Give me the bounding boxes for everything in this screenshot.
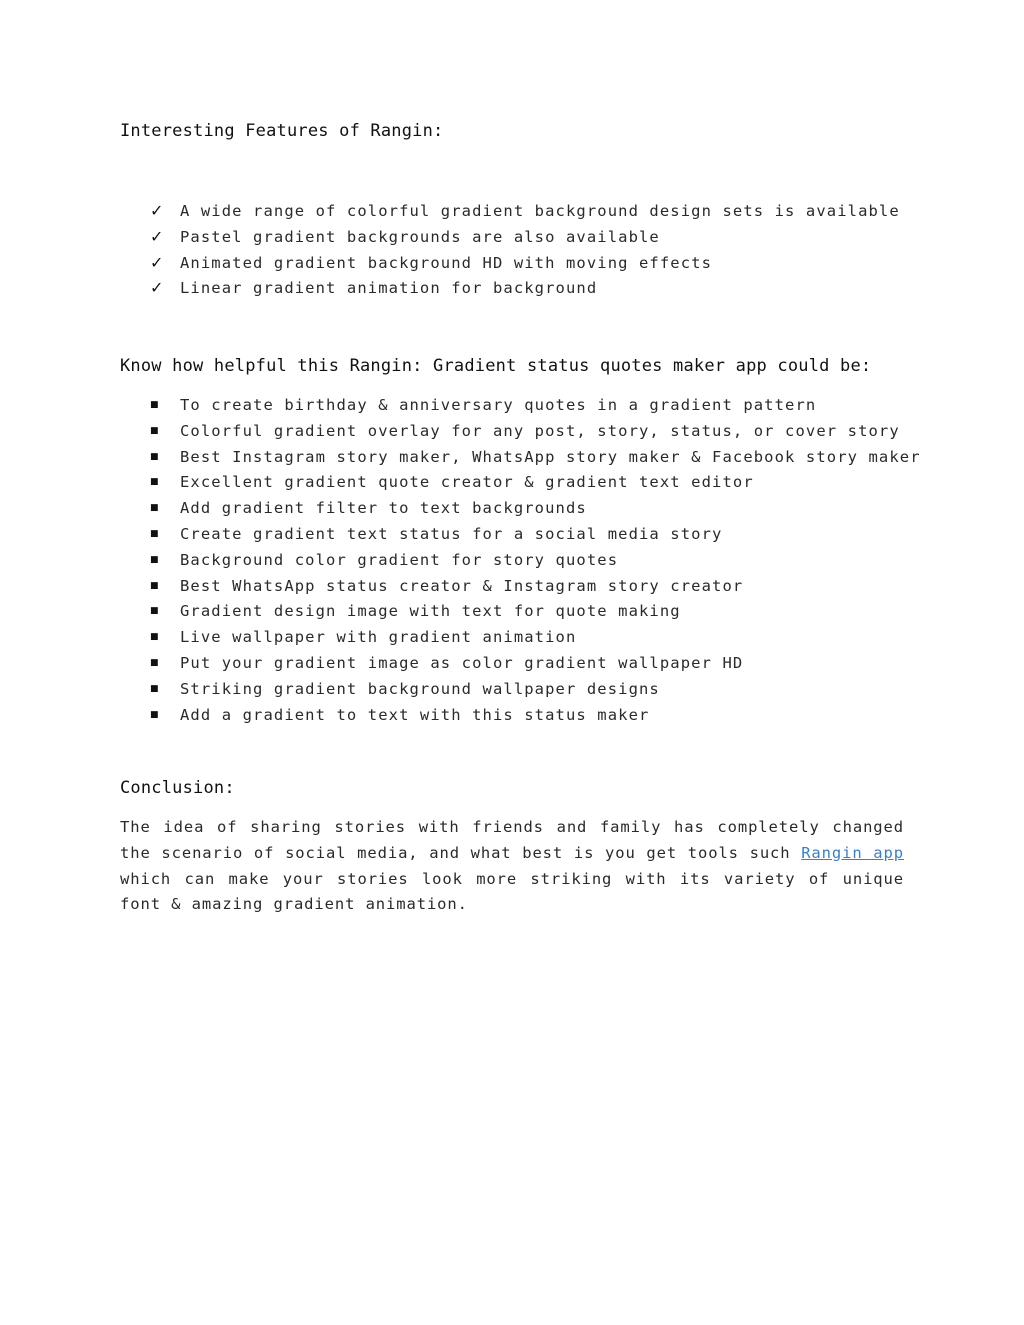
- list-item-text: Striking gradient background wallpaper designs: [180, 679, 660, 698]
- square-bullet-icon: ■: [150, 425, 160, 436]
- helpful-list: [150, 393, 921, 728]
- square-bullet-icon: ■: [150, 683, 160, 694]
- list-item-text: Pastel gradient backgrounds are also available: [180, 227, 660, 246]
- list-item: [150, 198, 900, 224]
- square-bullet-icon: ■: [150, 606, 160, 617]
- features-heading: Interesting Features of Rangin:: [120, 121, 444, 141]
- list-item-text: Animated gradient background HD with moving effects: [180, 253, 713, 272]
- list-item-text: Best Instagram story maker, WhatsApp story maker & Facebook story maker: [180, 447, 921, 466]
- conclusion-heading: Conclusion:: [120, 778, 235, 798]
- list-item: [150, 651, 921, 677]
- square-bullet-icon: ■: [150, 400, 160, 410]
- list-item-text: Colorful gradient overlay for any post, story, status, or cover story: [180, 421, 900, 440]
- list-item: [150, 522, 921, 548]
- list-item: [150, 419, 921, 445]
- check-mark-icon: ✓: [150, 278, 165, 298]
- square-bullet-icon: ■: [150, 554, 160, 565]
- square-bullet-icon: ■: [150, 657, 160, 668]
- list-item: [150, 548, 921, 574]
- rangin-app-link[interactable]: Rangin app: [801, 843, 904, 862]
- conclusion-text-end: which can make your stories look more striking with its variety of unique font & amazing gradient animation.: [120, 869, 904, 914]
- list-item-text: Live wallpaper with gradient animation: [180, 628, 577, 647]
- list-item: [150, 470, 921, 496]
- conclusion-paragraph: [120, 815, 904, 918]
- list-item-text: To create birthday & anniversary quotes in a gradient pattern: [180, 396, 817, 414]
- list-item: [150, 445, 921, 471]
- conclusion-text-start: The idea of sharing stories with friends and family has completely changed the scenario of social media, and what best is you get tools such: [120, 818, 904, 862]
- list-item-text: Background color gradient for story quotes: [180, 550, 619, 569]
- list-item: [150, 574, 921, 600]
- square-bullet-icon: ■: [150, 632, 160, 643]
- square-bullet-icon: ■: [150, 580, 160, 591]
- square-bullet-icon: ■: [150, 477, 160, 488]
- list-item: [150, 677, 921, 703]
- helpful-heading: Know how helpful this Rangin: Gradient status quotes maker app could be:: [120, 356, 872, 376]
- list-item: [150, 250, 900, 276]
- list-item-text: Add gradient filter to text backgrounds: [180, 499, 587, 518]
- list-item: [150, 625, 921, 651]
- list-item-text: A wide range of colorful gradient background design sets is available: [180, 202, 900, 220]
- list-item: [150, 224, 900, 250]
- list-item-text: Linear gradient animation for background: [180, 279, 598, 298]
- list-item-text: Put your gradient image as color gradient wallpaper HD: [180, 653, 744, 672]
- list-item-text: Add a gradient to text with this status maker: [180, 705, 650, 724]
- square-bullet-icon: ■: [150, 528, 160, 539]
- list-item-text: Excellent gradient quote creator & gradient text editor: [180, 473, 754, 492]
- list-item-text: Gradient design image with text for quote making: [180, 602, 681, 621]
- list-item: [150, 496, 921, 522]
- list-item: [150, 275, 900, 301]
- square-bullet-icon: ■: [150, 503, 160, 514]
- list-item: [150, 393, 921, 419]
- features-list: [150, 198, 900, 301]
- list-item-text: Best WhatsApp status creator & Instagram story creator: [180, 576, 744, 595]
- check-mark-icon: ✓: [150, 252, 165, 272]
- list-item: [150, 703, 921, 729]
- check-mark-icon: ✓: [150, 226, 165, 246]
- square-bullet-icon: ■: [150, 709, 160, 720]
- check-mark-icon: ✓: [150, 201, 165, 220]
- list-item-text: Create gradient text status for a social media story: [180, 524, 723, 543]
- square-bullet-icon: ■: [150, 451, 160, 462]
- list-item: [150, 599, 921, 625]
